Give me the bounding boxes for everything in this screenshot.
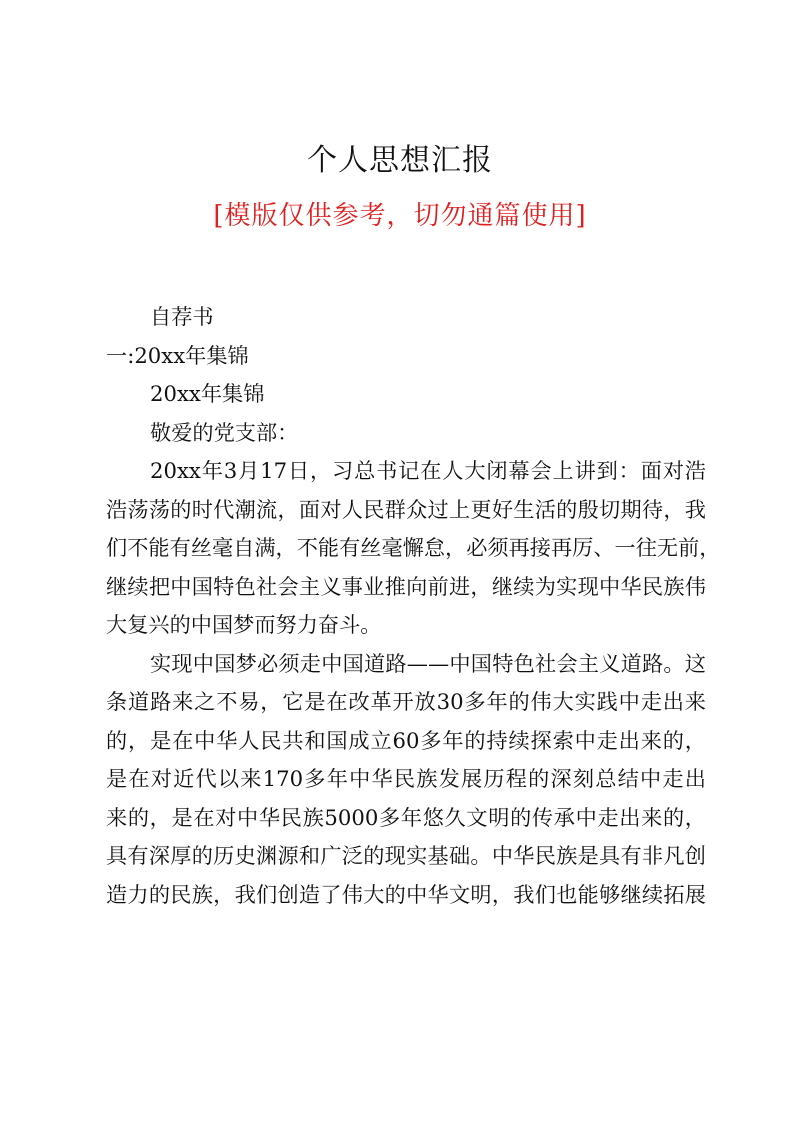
paragraph-line: 们不能有丝毫自满，不能有丝毫懈怠，必须再接再厉、一往无前，: [106, 535, 721, 560]
paragraph-line: 的，是在中华人民共和国成立60多年的持续探索中走出来的，: [106, 727, 706, 753]
paragraph-line: 是在对近代以来170多年中华民族发展历程的深刻总结中走出: [106, 766, 706, 791]
body-line-heading: 自荐书: [150, 304, 214, 329]
paragraph-line: 具有深厚的历史渊源和广泛的现实基础。中华民族是具有非凡创: [106, 843, 706, 868]
document-body: [106, 298, 721, 914]
paragraph-line: 来的，是在对中华民族5000多年悠久文明的传承中走出来的，: [106, 804, 706, 830]
body-line-subtitle: 20xx年集锦: [150, 381, 265, 406]
body-line-salutation: 敬爱的党支部：: [150, 419, 299, 445]
body-line-section-title: 一:20xx年集锦: [106, 342, 249, 368]
document-title: 个人思想汇报: [307, 143, 493, 178]
paragraph-line: 条道路来之不易，它是在改革开放30多年的伟大实践中走出来: [106, 689, 706, 714]
paragraph-line: 造力的民族，我们创造了伟大的中华文明，我们也能够继续拓展: [106, 881, 706, 907]
paragraph-line: 大复兴的中国梦而努力奋斗。: [106, 612, 382, 637]
paragraph-line: 实现中国梦必须走中国道路——中国特色社会主义道路。这: [150, 650, 706, 676]
paragraph-line: 20xx年3月17日，习总书记在人大闭幕会上讲到：面对浩: [150, 458, 706, 483]
template-notice: [模版仅供参考，切勿通篇使用]: [213, 201, 587, 231]
paragraph-line: 浩荡荡的时代潮流，面对人民群众过上更好生活的殷切期待，我: [106, 496, 706, 522]
paragraph-line: 继续把中国特色社会主义事业推向前进，继续为实现中华民族伟: [106, 573, 706, 599]
